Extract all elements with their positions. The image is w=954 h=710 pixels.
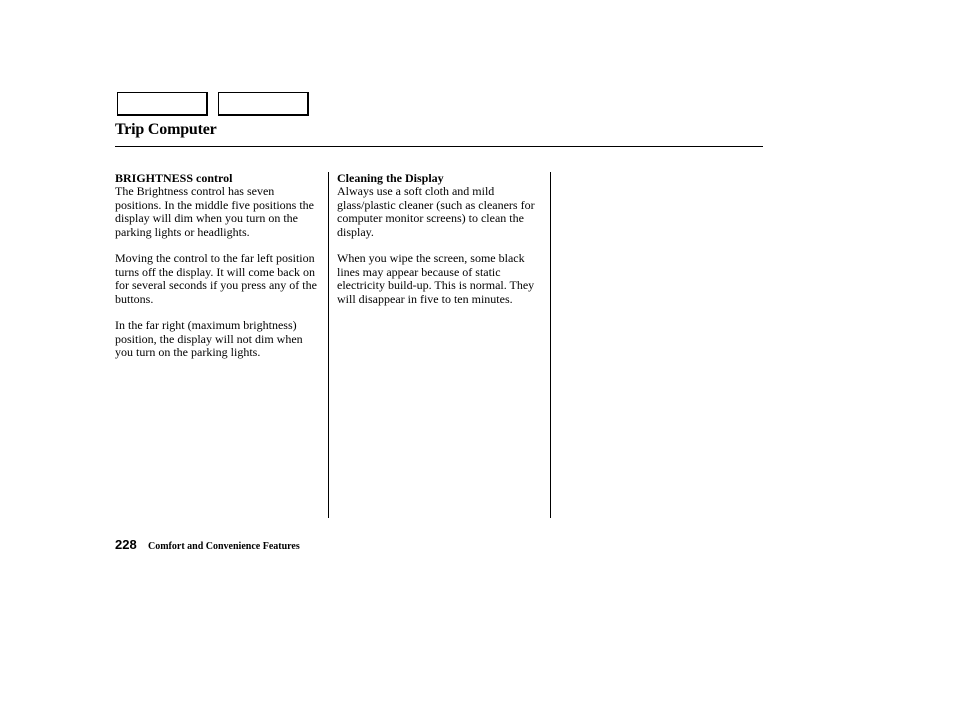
section-title: Trip Computer [115,121,217,138]
nav-next-box[interactable] [218,92,309,116]
column-divider-2 [550,172,551,518]
cleaning-paragraph-1: Always use a soft cloth and mild glass/plastic cleaner (such as cleaners for computer monitor screens) to clean the display. [337,184,535,239]
brightness-paragraph-2: Moving the control to the far left position turns off the display. It will come back on for several seconds if you press any of the buttons. [115,251,317,306]
column-divider-1 [328,172,329,518]
chapter-name: Comfort and Convenience Features [148,541,300,552]
brightness-paragraph-1: The Brightness control has seven positions. In the middle five positions the display will dim when you turn on the parking lights or headlights. [115,184,314,239]
cleaning-paragraph-2: When you wipe the screen, some black lines may appear because of static electricity build-up. This is normal. They will disappear in five to ten minutes. [337,251,535,306]
page-number: 228 [115,537,137,552]
nav-previous-box[interactable] [117,92,208,116]
brightness-paragraph-3: In the far right (maximum brightness) position, the display will not dim when you turn on the parking lights. [115,318,303,360]
cleaning-heading: Cleaning the Display [337,171,444,185]
brightness-heading: BRIGHTNESS control [115,171,233,185]
column-brightness [115,172,321,373]
title-rule [115,146,763,147]
column-cleaning [337,172,543,319]
